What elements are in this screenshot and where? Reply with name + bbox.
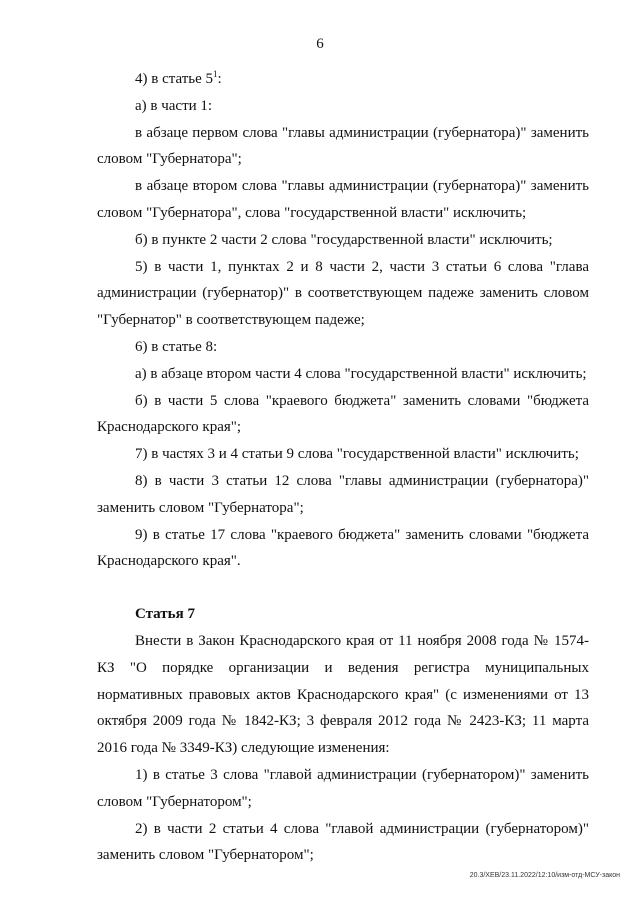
- paragraph: 2) в части 2 статьи 4 слова "главой администрации (губернатором)" заменить словом "Губернатором";: [97, 820, 589, 864]
- paragraph: 6) в статье 8:: [135, 338, 218, 355]
- paragraph: а) в части 1:: [135, 97, 213, 114]
- paragraph: в абзаце втором слова "главы администрации (губернатора)" заменить словом "Губернатора", слова "государственной власти" исключить;: [97, 178, 589, 221]
- document-body: [97, 66, 589, 869]
- article-heading: Статья 7: [135, 606, 195, 623]
- paragraph: 9) в статье 17 слова "краевого бюджета" заменить словами "бюджета Краснодарского края".: [97, 526, 589, 570]
- paragraph: б) в части 5 слова "краевого бюджета" заменить словами "бюджета Краснодарского края";: [97, 392, 589, 436]
- page-number: 6: [316, 36, 324, 52]
- paragraph: б) в пункте 2 части 2 слова "государственной власти" исключить;: [135, 231, 553, 248]
- paragraph: Внести в Закон Краснодарского края от 11 ноября 2008 года № 1574-КЗ "О порядке организации и ведения регистра муниципальных нормативных правовых актов Краснодарского края" (с изменениями от 13 октября 2009 года № 1842-КЗ; 3 февраля 2012 года № 2423-КЗ; 11 марта 2016 года № 3349-КЗ) следующие изменения:: [97, 632, 589, 757]
- section-gap: [97, 575, 589, 601]
- paragraph: 7) в частях 3 и 4 статьи 9 слова "государственной власти" исключить;: [135, 446, 579, 463]
- paragraph: 8) в части 3 статьи 12 слова "главы администрации (губернатора)" заменить словом "Губернатора";: [97, 472, 589, 516]
- paragraph: 5) в части 1, пунктах 2 и 8 части 2, части 3 статьи 6 слова "глава администрации (губернатор)" в соответствующем падеже заменить словом "Губернатор" в соответствующем падеже;: [97, 258, 589, 329]
- paragraph: 4) в статье $5^1$:: [135, 69, 222, 87]
- paragraph: в абзаце первом слова "главы администрации (губернатора)" заменить словом "Губернатора";: [97, 124, 589, 168]
- document-footer: 20.3/ХЕВ/23.11.2022/12:10/изм-отд-МСУ-закон: [469, 872, 620, 879]
- paragraph: а) в абзаце втором части 4 слова "государственной власти" исключить;: [135, 365, 587, 382]
- paragraph: 1) в статье 3 слова "главой администрации (губернатором)" заменить словом "Губернатором";: [97, 766, 589, 810]
